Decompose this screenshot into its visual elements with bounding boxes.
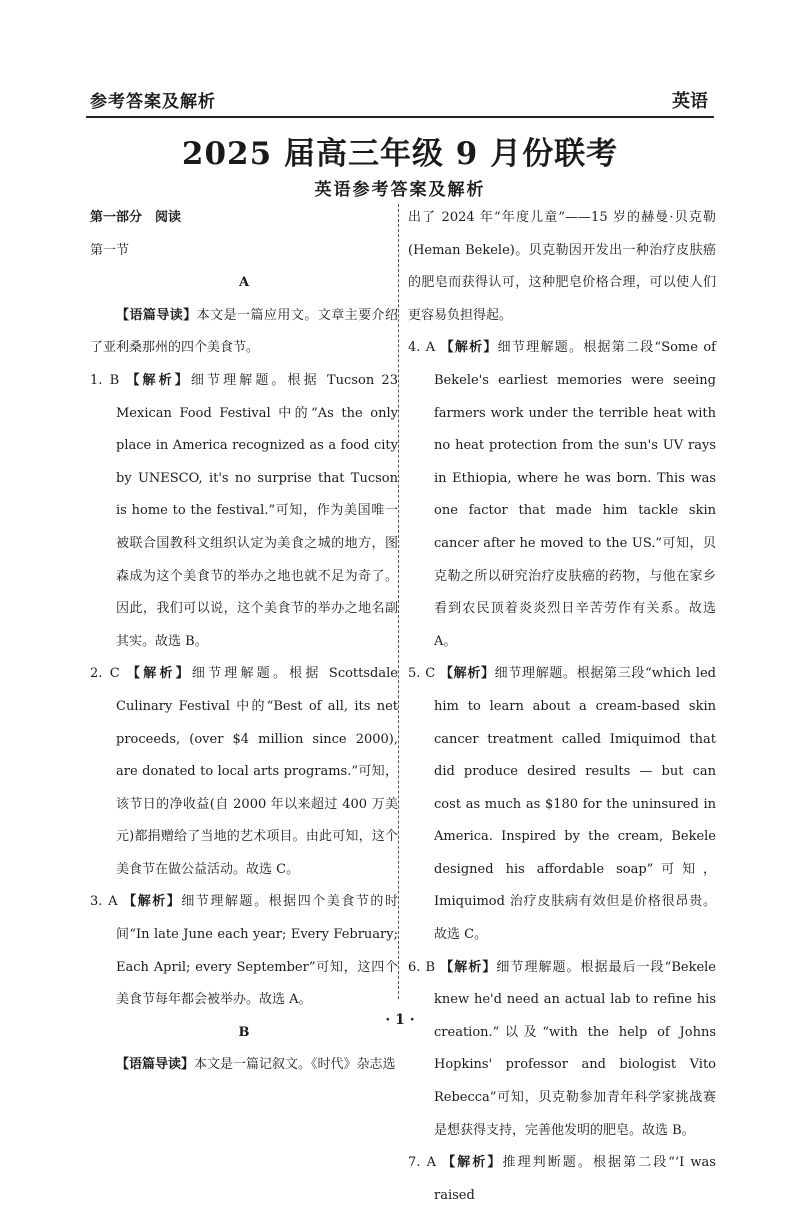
answer-6 xyxy=(408,952,716,1148)
answer-2 xyxy=(90,658,398,886)
column-divider xyxy=(398,204,399,999)
guide-text: 本文是一篇记叙文。《时代》杂志选 xyxy=(194,1057,396,1073)
analysis-tag: 【解析】 xyxy=(439,666,495,682)
answer-number: 4. A xyxy=(408,340,436,356)
right-column xyxy=(408,202,716,1212)
left-column xyxy=(90,202,398,1082)
page-number: · 1 · xyxy=(385,1012,415,1028)
answer-7 xyxy=(408,1147,716,1212)
answer-3 xyxy=(90,886,398,1016)
passage-b-guide-continued: 出了 2024 年“年度儿童”——15 岁的赫曼·贝克勒(Heman Bekele)。贝克勒因开发出一种治疗皮肤癌的肥皂而获得认可，这种肥皂价格合理，可以使人们更容易负担得起。 xyxy=(408,210,716,323)
part-heading: 第一部分 阅读 xyxy=(90,210,182,225)
answer-number: 7. A xyxy=(408,1155,436,1171)
passage-a-heading: A xyxy=(238,275,250,291)
answer-text: 细节理解题。根据最后一段“Bekele knew he'd need an actual lab to refine his creation.”以及“with the help of Johns Hopkins' professor and biologist Vito Rebecca”可知，贝克勒参加青年科学家挑战赛是想获得支持，完善他发明的肥皂。故选 B。 xyxy=(434,959,716,1138)
passage-b-guide xyxy=(90,1049,398,1082)
analysis-tag: 【解析】 xyxy=(440,959,497,975)
answer-number: 3. A xyxy=(90,894,118,910)
analysis-tag: 【解析】 xyxy=(442,1155,503,1171)
answer-text: 细节理解题。根据第二段“Some of Bekele's earliest memories were seeing farmers work under the terrible heat with no heat protection from the sun's UV rays in Ethiopia, where he was born. This was one factor that made him tackle skin cancer after he moved to the US.”可知，贝克勒之所以研究治疗皮肤癌的药物，与他在家乡看到农民顶着炎炎烈日辛苦劳作有关系。故选 A。 xyxy=(434,340,716,649)
answer-5 xyxy=(408,658,716,951)
analysis-tag: 【解析】 xyxy=(126,372,191,388)
passage-b-heading: B xyxy=(238,1024,250,1040)
answer-number: 2. C xyxy=(90,666,120,682)
guide-tag: 【语篇导读】 xyxy=(116,1057,195,1073)
answer-number: 6. B xyxy=(408,959,436,975)
answer-text: 细节理解题。根据 Tucson 23 Mexican Food Festival 中的“As the only place in America recognized as a food city by UNESCO, it's no surprise that Tucson is home to the festival.”可知，作为美国唯一被联合国教科文组织认定为美食之城的地方，图森成为这个美食节的举办之地也就不足为奇了。因此，我们可以说，这个美食节的举办之地名副其实。故选 B。 xyxy=(116,372,398,649)
header-divider xyxy=(86,116,714,118)
analysis-tag: 【解析】 xyxy=(127,666,192,682)
page-title: 2025 届高三年级 9 月份联考 xyxy=(181,136,619,172)
answer-text: 细节理解题。根据 Scottsdale Culinary Festival 中的“Best of all, its net proceeds, (over $4 million since 2000), are donated to local arts programs.”可知，该节日的净收益(自 2000 年以来超过 400 万美元)都捐赠给了当地的艺术项目。由此可知，这个美食节在做公益活动。故选 C。 xyxy=(116,666,398,877)
passage-a-guide xyxy=(90,300,398,365)
answer-4 xyxy=(408,332,716,658)
analysis-tag: 【解析】 xyxy=(440,340,498,356)
answer-text: 推理判断题。根据第二段“‘I was raised xyxy=(434,1155,716,1203)
page-subtitle: 英语参考答案及解析 xyxy=(314,180,486,200)
header-left: 参考答案及解析 xyxy=(90,92,216,112)
answer-text: 细节理解题。根据四个美食节的时间“In late June each year; Every February; Each April; every September”可知，这四个美食节每年都会被举办。故选 A。 xyxy=(116,894,398,1008)
answer-number: 5. C xyxy=(408,666,436,682)
answer-text: 细节理解题。根据第三段“which led him to learn about a cream-based skin cancer treatment called Imiquimod that did produce desired results — but can cost as much as $180 for the uninsured in America. Inspired by the cream, Bekele designed his affordable soap”可知，Imiquimod 治疗皮肤病有效但是价格很昂贵。故选 C。 xyxy=(434,666,716,943)
answer-1 xyxy=(90,365,398,658)
answer-number: 1. B xyxy=(90,372,120,388)
analysis-tag: 【解析】 xyxy=(123,894,182,910)
guide-text: 本文是一篇应用文。文章主要介绍了亚利桑那州的四个美食节。 xyxy=(90,307,398,356)
guide-tag: 【语篇导读】 xyxy=(116,307,197,323)
header-subject: 英语 xyxy=(672,91,708,112)
section-heading: 第一节 xyxy=(90,242,130,258)
